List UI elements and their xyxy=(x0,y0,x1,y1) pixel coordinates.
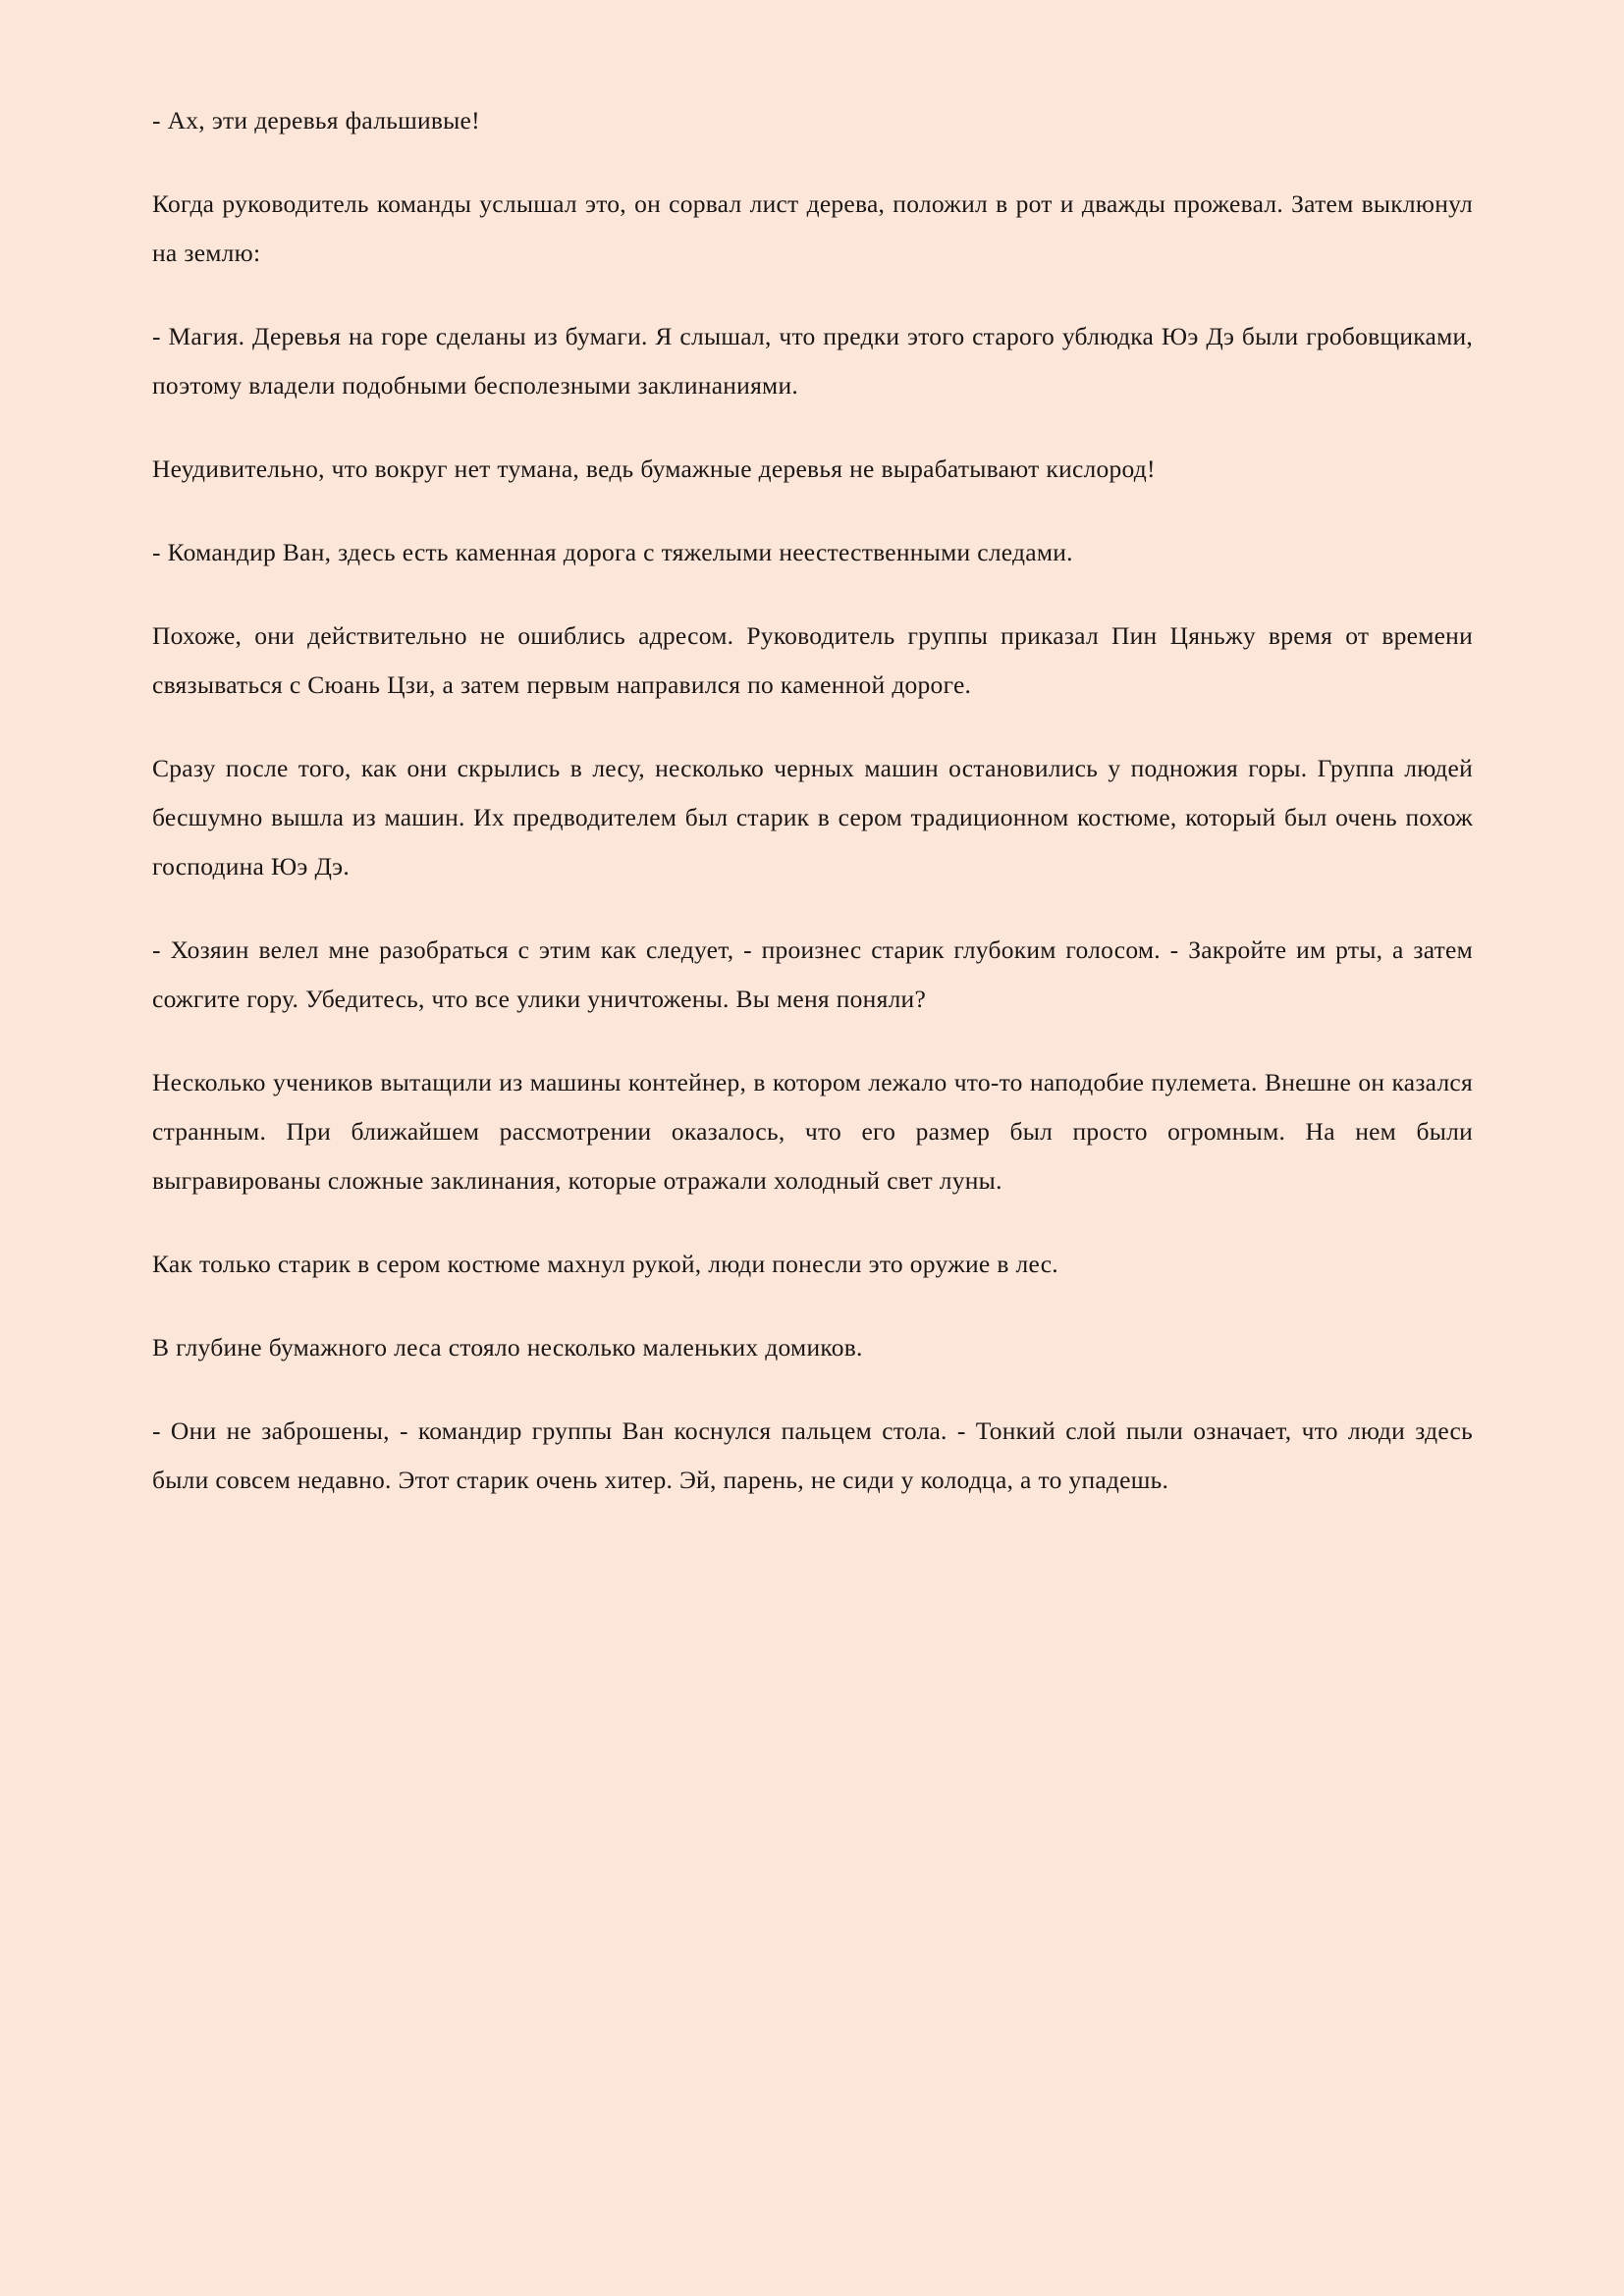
paragraph-11: В глубине бумажного леса стояло несколько маленьких домиков. xyxy=(152,1333,863,1362)
paragraph-3: - Магия. Деревья на горе сделаны из бумаги. Я слышал, что предки этого старого ублюдка Юэ Дэ были гробовщиками, поэтому владели подобными бесполезными заклинаниями. xyxy=(152,322,1473,400)
paragraph-7: Сразу после того, как они скрылись в лесу, несколько черных машин остановились у подножия горы. Группа людей бесшумно вышла из машин. Их предводителем был старик в сером традиционном костюме, который был очень похож господина Юэ Дэ. xyxy=(152,754,1473,881)
paragraph-12: - Они не заброшены, - командир группы Ван коснулся пальцем стола. - Тонкий слой пыли означает, что люди здесь были совсем недавно. Этот старик очень хитер. Эй, парень, не сиди у колодца, а то упадешь. xyxy=(152,1416,1473,1494)
paragraph-6: Похоже, они действительно не ошиблись адресом. Руководитель группы приказал Пин Цяньжу время от времени связываться с Сюань Цзи, а затем первым направился по каменной дороге. xyxy=(152,621,1473,699)
paragraph-4: Неудивительно, что вокруг нет тумана, ведь бумажные деревья не вырабатывают кислород! xyxy=(152,454,1156,483)
paragraph-1: - Ах, эти деревья фальшивые! xyxy=(152,106,480,134)
paragraph-10: Как только старик в сером костюме махнул рукой, люди понесли это оружие в лес. xyxy=(152,1250,1058,1278)
paragraph-2: Когда руководитель команды услышал это, он сорвал лист дерева, положил в рот и дважды прожевал. Затем выклюнул на землю: xyxy=(152,189,1473,267)
paragraph-9: Несколько учеников вытащили из машины контейнер, в котором лежало что-то наподобие пулемета. Внешне он казался странным. При ближайшем рассмотрении оказалось, что его размер был просто огромным. На нем были выгравированы сложные заклинания, которые отражали холодный свет луны. xyxy=(152,1068,1473,1195)
document-body xyxy=(152,96,1473,1505)
paragraph-5: - Командир Ван, здесь есть каменная дорога с тяжелыми неестественными следами. xyxy=(152,538,1073,566)
paragraph-8: - Хозяин велел мне разобраться с этим как следует, - произнес старик глубоким голосом. - Закройте им рты, а затем сожгите гору. Убедитесь, что все улики уничтожены. Вы меня поняли? xyxy=(152,935,1473,1013)
